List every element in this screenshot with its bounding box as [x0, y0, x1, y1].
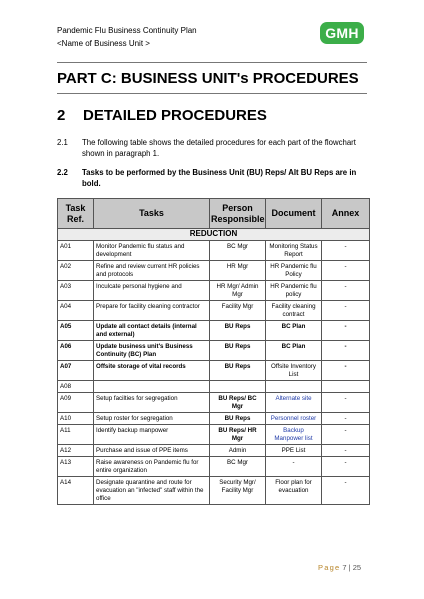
annex-cell: -	[322, 321, 370, 341]
person-cell: Security Mgr/ Facility Mgr	[210, 477, 266, 505]
annex-cell: -	[322, 261, 370, 281]
annex-cell: -	[322, 425, 370, 445]
header-document: Document	[266, 199, 322, 229]
page-label: Page	[318, 563, 341, 572]
page-footer	[318, 563, 361, 572]
document-cell: Offsite Inventory List	[266, 361, 322, 381]
task-cell	[94, 381, 210, 393]
top-rule	[57, 62, 367, 63]
document-cell: Monitoring Status Report	[266, 241, 322, 261]
header-person-responsible: Person Responsible	[210, 199, 266, 229]
table-row	[58, 381, 370, 393]
business-unit-name: <Name of Business Unit >	[57, 39, 150, 48]
task-cell: Setup facilties for segregation	[94, 393, 210, 413]
procedures-table	[57, 198, 370, 505]
task-cell: Monitor Pandemic flu status and development	[94, 241, 210, 261]
document-cell: PPE List	[266, 445, 322, 457]
person-cell: BU Reps	[210, 341, 266, 361]
task-cell: Refine and review current HR policies and protocols	[94, 261, 210, 281]
section-row-reduction	[58, 229, 370, 241]
task-ref-cell: A11	[58, 425, 94, 445]
person-cell: BU Reps	[210, 321, 266, 341]
document-cell: Facility cleaning contract	[266, 301, 322, 321]
table-row	[58, 393, 370, 413]
document-cell: Personnel roster	[266, 413, 322, 425]
table-row	[58, 321, 370, 341]
task-ref-cell: A01	[58, 241, 94, 261]
document-cell	[266, 381, 322, 393]
table-header-row	[58, 199, 370, 229]
task-ref-cell: A09	[58, 393, 94, 413]
part-rule	[57, 93, 367, 94]
person-cell: Admin	[210, 445, 266, 457]
table-row	[58, 361, 370, 381]
table-row	[58, 445, 370, 457]
part-title: PART C: BUSINESS UNIT's PROCEDURES	[57, 70, 359, 87]
header-doc-title	[57, 24, 197, 50]
table-row	[58, 457, 370, 477]
table-row	[58, 425, 370, 445]
annex-cell: -	[322, 457, 370, 477]
task-cell: Update all contact details (internal and external)	[94, 321, 210, 341]
person-cell: BU Reps	[210, 361, 266, 381]
annex-cell: -	[322, 445, 370, 457]
table-row	[58, 281, 370, 301]
task-ref-cell: A13	[58, 457, 94, 477]
gmh-logo: GMH	[320, 22, 364, 44]
person-cell: Facility Mgr	[210, 301, 266, 321]
person-cell: BU Reps	[210, 413, 266, 425]
annex-cell: -	[322, 477, 370, 505]
annex-cell: -	[322, 413, 370, 425]
task-cell: Purchase and issue of PPE items	[94, 445, 210, 457]
paragraph-number: 2.1	[57, 138, 68, 147]
document-cell: BC Plan	[266, 341, 322, 361]
annex-cell: -	[322, 393, 370, 413]
task-cell: Designate quarantine and route for evacuation an "infected" staff within the office	[94, 477, 210, 505]
task-ref-cell: A03	[58, 281, 94, 301]
paragraph-text: Tasks to be performed by the Business Unit (BU) Reps/ Alt BU Reps are in bold.	[82, 168, 357, 188]
table-row	[58, 341, 370, 361]
document-title: Pandemic Flu Business Continuity Plan	[57, 26, 197, 35]
task-ref-cell: A07	[58, 361, 94, 381]
person-cell: HR Mgr/ Admin Mgr	[210, 281, 266, 301]
header-task-ref: Task Ref.	[58, 199, 94, 229]
task-cell: Inculcate personal hygiene and	[94, 281, 210, 301]
person-cell	[210, 381, 266, 393]
section-title: DETAILED PROCEDURES	[83, 107, 267, 124]
task-ref-cell: A10	[58, 413, 94, 425]
annex-cell	[322, 381, 370, 393]
person-cell: BC Mgr	[210, 241, 266, 261]
table-row	[58, 413, 370, 425]
section-label: REDUCTION	[58, 229, 370, 241]
table-row	[58, 301, 370, 321]
annex-cell: -	[322, 241, 370, 261]
task-cell: Identify backup manpower	[94, 425, 210, 445]
section-heading	[57, 107, 267, 124]
document-cell: -	[266, 457, 322, 477]
annex-cell: -	[322, 361, 370, 381]
table-row	[58, 241, 370, 261]
annex-cell: -	[322, 341, 370, 361]
paragraph-number: 2.2	[57, 168, 68, 177]
document-cell: Backup Manpower list	[266, 425, 322, 445]
person-cell: BU Reps/ HR Mgr	[210, 425, 266, 445]
task-ref-cell: A14	[58, 477, 94, 505]
annex-cell: -	[322, 301, 370, 321]
task-cell: Update business unit's Business Continuity (BC) Plan	[94, 341, 210, 361]
paragraph-text: The following table shows the detailed procedures for each part of the flowchart shown in paragraph 1.	[82, 138, 356, 158]
annex-cell: -	[322, 281, 370, 301]
section-number: 2	[57, 107, 66, 124]
document-cell: Floor plan for evacuation	[266, 477, 322, 505]
header-annex: Annex	[322, 199, 370, 229]
task-ref-cell: A06	[58, 341, 94, 361]
person-cell: BU Reps/ BC Mgr	[210, 393, 266, 413]
task-cell: Raise awareness on Pandemic flu for entire organization	[94, 457, 210, 477]
task-ref-cell: A12	[58, 445, 94, 457]
table-row	[58, 477, 370, 505]
document-cell: HR Pandemic flu policy	[266, 281, 322, 301]
header-tasks: Tasks	[94, 199, 210, 229]
task-ref-cell: A04	[58, 301, 94, 321]
document-cell: BC Plan	[266, 321, 322, 341]
page-number: 7 | 25	[342, 563, 362, 572]
document-cell: Alternate site	[266, 393, 322, 413]
task-cell: Prepare for facility cleaning contractor	[94, 301, 210, 321]
task-cell: Offsite storage of vital records	[94, 361, 210, 381]
document-cell: HR Pandemic flu Policy	[266, 261, 322, 281]
task-cell: Setup roster for segregation	[94, 413, 210, 425]
person-cell: HR Mgr	[210, 261, 266, 281]
task-ref-cell: A02	[58, 261, 94, 281]
task-ref-cell: A08	[58, 381, 94, 393]
task-ref-cell: A05	[58, 321, 94, 341]
table-row	[58, 261, 370, 281]
person-cell: BC Mgr	[210, 457, 266, 477]
